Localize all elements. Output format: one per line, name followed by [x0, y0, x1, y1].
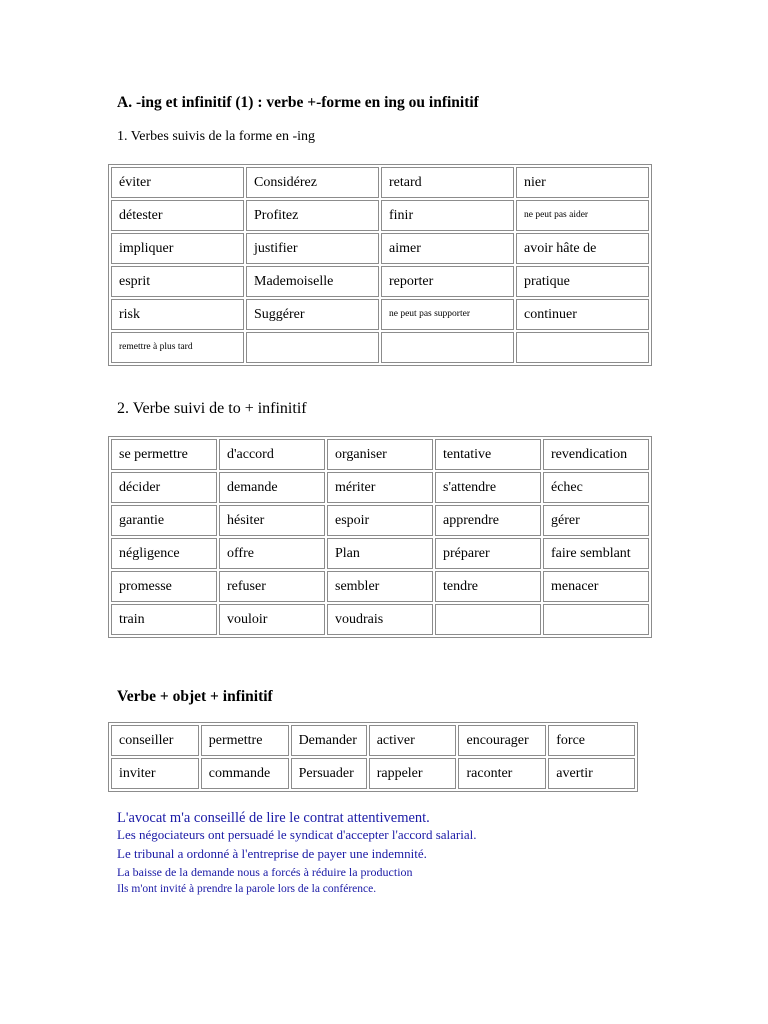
table-row [111, 505, 649, 536]
table-row [111, 439, 649, 470]
table-cell [381, 332, 514, 363]
table-cell: se permettre [111, 439, 217, 470]
table-cell: s'attendre [435, 472, 541, 503]
table-cell: nier [516, 167, 649, 198]
example-sentences [117, 810, 477, 897]
example-sentence: Le tribunal a ordonné à l'entreprise de payer une indemnité. [117, 845, 427, 861]
table-cell: promesse [111, 571, 217, 602]
table-cell: ne peut pas aider [516, 200, 649, 231]
table-cell [516, 332, 649, 363]
table-cell: commande [201, 758, 289, 789]
table-cell: organiser [327, 439, 433, 470]
table-cell: ne peut pas supporter [381, 299, 514, 330]
example-sentence: La baisse de la demande nous a forcés à réduire la production [117, 864, 413, 879]
table-cell: espoir [327, 505, 433, 536]
table-cell: retard [381, 167, 514, 198]
table-cell [246, 332, 379, 363]
table-cell: vouloir [219, 604, 325, 635]
table-cell [435, 604, 541, 635]
table-cell: négligence [111, 538, 217, 569]
table-cell: mériter [327, 472, 433, 503]
table-cell: esprit [111, 266, 244, 297]
table-cell: Demander [291, 725, 367, 756]
table-cell: pratique [516, 266, 649, 297]
table-row [111, 167, 649, 198]
table-cell: avertir [548, 758, 635, 789]
table-cell: Considérez [246, 167, 379, 198]
table-cell: reporter [381, 266, 514, 297]
table-cell: tentative [435, 439, 541, 470]
table-cell: inviter [111, 758, 199, 789]
table-cell: avoir hâte de [516, 233, 649, 264]
table-cell: train [111, 604, 217, 635]
table-cell: apprendre [435, 505, 541, 536]
table-cell: d'accord [219, 439, 325, 470]
table-cell: sembler [327, 571, 433, 602]
table-cell: finir [381, 200, 514, 231]
table-cell: garantie [111, 505, 217, 536]
table-cell: offre [219, 538, 325, 569]
section-a-subtitle: 1. Verbes suivis de la forme en -ing [117, 129, 316, 144]
table-row [111, 200, 649, 231]
table-row [111, 538, 649, 569]
table-cell: justifier [246, 233, 379, 264]
table-cell: risk [111, 299, 244, 330]
table-cell: demande [219, 472, 325, 503]
table-cell: préparer [435, 538, 541, 569]
table-cell: permettre [201, 725, 289, 756]
table-cell: aimer [381, 233, 514, 264]
table-cell: Persuader [291, 758, 367, 789]
table-cell: décider [111, 472, 217, 503]
table-cell: éviter [111, 167, 244, 198]
table-cell: Mademoiselle [246, 266, 379, 297]
table-cell: remettre à plus tard [111, 332, 244, 363]
example-sentence: L'avocat m'a conseillé de lire le contrat attentivement. [117, 810, 430, 826]
table-cell: menacer [543, 571, 649, 602]
table-row [111, 472, 649, 503]
table-row [111, 758, 635, 789]
table-cell: raconter [458, 758, 546, 789]
table-cell: refuser [219, 571, 325, 602]
table-cell: Profitez [246, 200, 379, 231]
section-a-title: A. -ing et infinitif (1) : verbe +-forme en ing ou infinitif [117, 94, 479, 111]
ing-verbs-table [108, 164, 652, 366]
table-cell: force [548, 725, 635, 756]
table-cell: continuer [516, 299, 649, 330]
table-cell: Plan [327, 538, 433, 569]
table-row [111, 725, 635, 756]
object-infinitive-table [108, 722, 638, 792]
section-3-title: Verbe + objet + infinitif [117, 688, 273, 705]
example-sentence: Les négociateurs ont persuadé le syndicat d'accepter l'accord salarial. [117, 826, 477, 842]
to-infinitive-table [108, 436, 652, 638]
table-row [111, 332, 649, 363]
section-2-subtitle: 2. Verbe suivi de to + infinitif [117, 400, 307, 417]
table-cell: impliquer [111, 233, 244, 264]
table-row [111, 571, 649, 602]
table-row [111, 604, 649, 635]
table-cell: conseiller [111, 725, 199, 756]
table-row [111, 299, 649, 330]
table-cell: encourager [458, 725, 546, 756]
table-cell: activer [369, 725, 457, 756]
table-cell: Suggérer [246, 299, 379, 330]
table-row [111, 266, 649, 297]
table-row [111, 233, 649, 264]
table-cell: revendication [543, 439, 649, 470]
table-cell: gérer [543, 505, 649, 536]
table-cell: rappeler [369, 758, 457, 789]
table-cell [543, 604, 649, 635]
table-cell: faire semblant [543, 538, 649, 569]
table-cell: hésiter [219, 505, 325, 536]
example-sentence: Ils m'ont invité à prendre la parole lors de la conférence. [117, 883, 377, 896]
table-cell: voudrais [327, 604, 433, 635]
table-cell: échec [543, 472, 649, 503]
table-cell: détester [111, 200, 244, 231]
table-cell: tendre [435, 571, 541, 602]
